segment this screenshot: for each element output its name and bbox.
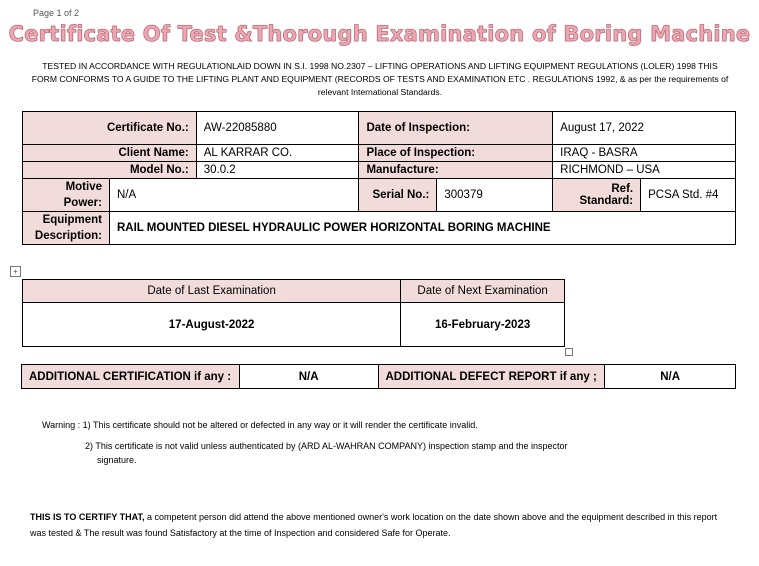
date-of-inspection-label: Date of Inspection: (359, 112, 553, 145)
date-of-inspection-value: August 17, 2022 (553, 112, 736, 145)
model-no-value: 30.0.2 (196, 162, 359, 179)
certify-lead: THIS IS TO CERTIFY THAT, (30, 512, 145, 522)
serial-no-value: 300379 (437, 179, 553, 212)
document-title: Certificate Of Test &Thorough Examination of Boring Machine (8, 22, 751, 46)
place-of-inspection-label: Place of Inspection: (359, 145, 553, 162)
next-examination-label: Date of Next Examination (401, 280, 565, 303)
examination-dates-table (22, 279, 565, 347)
additional-certification-label: ADDITIONAL CERTIFICATION if any : (22, 365, 240, 389)
additional-certification-value: N/A (239, 365, 378, 389)
table-move-handle-icon[interactable]: + (10, 266, 21, 277)
manufacturer-value: RICHMOND – USA (553, 162, 736, 179)
equipment-details-table (22, 111, 736, 245)
page-number: Page 1 of 2 (33, 8, 80, 18)
equipment-description-label: Equipment Description: (23, 212, 110, 245)
regulation-intro: TESTED IN ACCORDANCE WITH REGULATIONLAID DOWN IN S.I. 1998 NO.2307 – LIFTING OPERATIONS AND LIFTING EQUIPMENT REGULATIONS (LOLER) 1998 THIS FORM CONFORMS TO A GUIDE TO THE LIFTING PLANT AND EQUIPMENT (RECORDS OF TESTS AND EXAMINATION ETC . REGULATIONS 1992, & as per the requirements of relevant International Standards. (31, 61, 729, 97)
certificate-no-value: AW-22085880 (196, 112, 359, 145)
additional-defect-value: N/A (605, 365, 736, 389)
manufacturer-label: Manufacture: (359, 162, 553, 179)
table-resize-handle-icon[interactable] (565, 348, 573, 356)
equipment-description-value: RAIL MOUNTED DIESEL HYDRAULIC POWER HORIZONTAL BORING MACHINE (109, 212, 735, 245)
client-name-label: Client Name: (23, 145, 197, 162)
ref-standard-value: PCSA Std. #4 (641, 179, 736, 212)
additional-defect-label: ADDITIONAL DEFECT REPORT if any ; (378, 365, 605, 389)
warning-line-2: 2) This certificate is not valid unless authenticated by (ARD AL-WAHRAN COMPANY) inspection stamp and the inspector signature. (85, 441, 568, 465)
certify-text: a competent person did attend the above mentioned owner's work location on the date shown above and the equipment described in this report was tested & The result was found Satisfactory at the time of Inspection and considered Safe for Operate. (30, 512, 718, 538)
ref-standard-label: Ref. Standard: (553, 179, 641, 212)
place-of-inspection-value: IRAQ - BASRA (553, 145, 736, 162)
client-name-value: AL KARRAR CO. (196, 145, 359, 162)
warning-line-1: Warning : 1) This certificate should not be altered or defected in any way or it will render the certificate invalid. (42, 420, 478, 430)
certification-statement (30, 509, 730, 541)
last-examination-label: Date of Last Examination (23, 280, 401, 303)
last-examination-date: 17-August-2022 (23, 303, 401, 347)
model-no-label: Model No.: (23, 162, 197, 179)
serial-no-label: Serial No.: (359, 179, 437, 212)
motive-power-value: N/A (109, 179, 358, 212)
motive-power-label: Motive Power: (23, 179, 110, 212)
additional-info-table (21, 364, 736, 389)
certificate-no-label: Certificate No.: (23, 112, 197, 145)
next-examination-date: 16-February-2023 (401, 303, 565, 347)
